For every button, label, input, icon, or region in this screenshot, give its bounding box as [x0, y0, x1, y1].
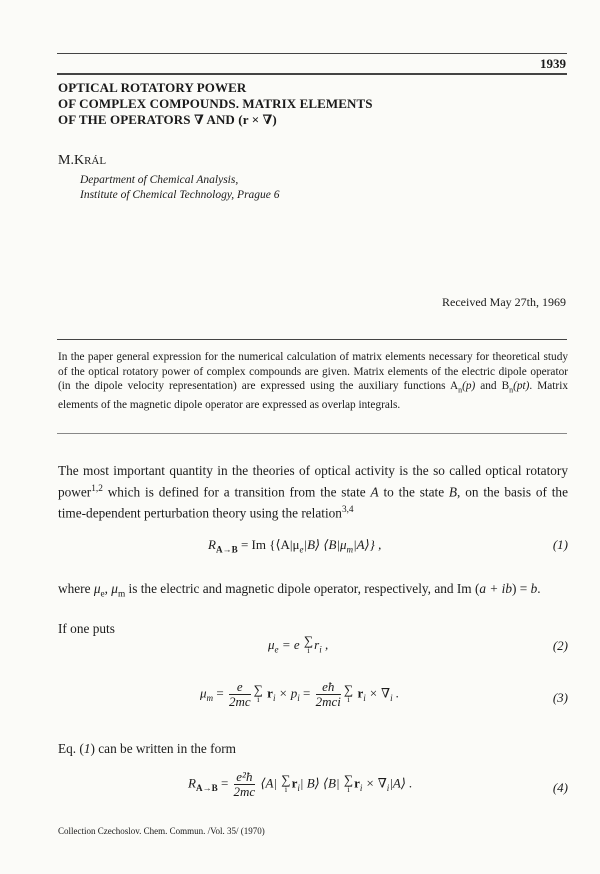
- equation-number: (3): [552, 690, 568, 705]
- affiliation-line: Department of Chemical Analysis,: [80, 174, 239, 186]
- paragraph-eq-form: Eq. (1) can be written in the form: [58, 741, 236, 756]
- abstract-top-rule: [57, 339, 567, 340]
- equation-number: (4): [552, 780, 568, 795]
- affiliation-line: Institute of Chemical Technology, Prague 6: [80, 189, 280, 201]
- abstract-bottom-rule: [57, 433, 567, 434]
- received-date: Received May 27th, 1969: [442, 295, 566, 309]
- paragraph-if-one-puts: If one puts: [58, 621, 115, 636]
- author-name: M.KRÁL: [58, 153, 107, 168]
- affiliation: [80, 173, 280, 203]
- paragraph-where: where $\mu_e$, $\mu_m$ is the electric and magnetic dipole operator, respectively, and Im (a + ib) = b.: [58, 581, 541, 600]
- page-number: 1939: [540, 56, 566, 71]
- equation-number: (2): [552, 638, 568, 653]
- title-line: OF THE OPERATORS ∇ AND (r × ∇): [58, 112, 277, 127]
- journal-footer: Collection Czechoslov. Chem. Commun. /Vol. 35/ (1970): [58, 826, 265, 836]
- header-top-rule: [57, 53, 567, 54]
- equation-number: (1): [552, 537, 568, 552]
- article-title: [58, 80, 373, 128]
- header-bottom-rule: [57, 73, 567, 75]
- abstract: In the paper general expression for the numerical calculation of matrix elements necessary for theoretical study of the optical rotatory power of complex compounds are given. Matrix elements of the electric dipole operator (in the dipole velocity representation) are expressed using the auxiliary functions $A_n(p)$ and $B_n(pt)$. Matrix elements of the magnetic dipole operator are expressed as overlap integrals.: [58, 351, 568, 411]
- paragraph-intro: The most important quantity in the theories of optical activity is the so called optical rotatory power$^{1,2}$ which is defined for a transition from the state A to the state B, on the basis of the time-dependent perturbation theory using the relation$^{3,4}$: [58, 463, 568, 521]
- title-line: OF COMPLEX COMPOUNDS. MATRIX ELEMENTS: [58, 96, 373, 111]
- title-line: OPTICAL ROTATORY POWER: [58, 80, 247, 95]
